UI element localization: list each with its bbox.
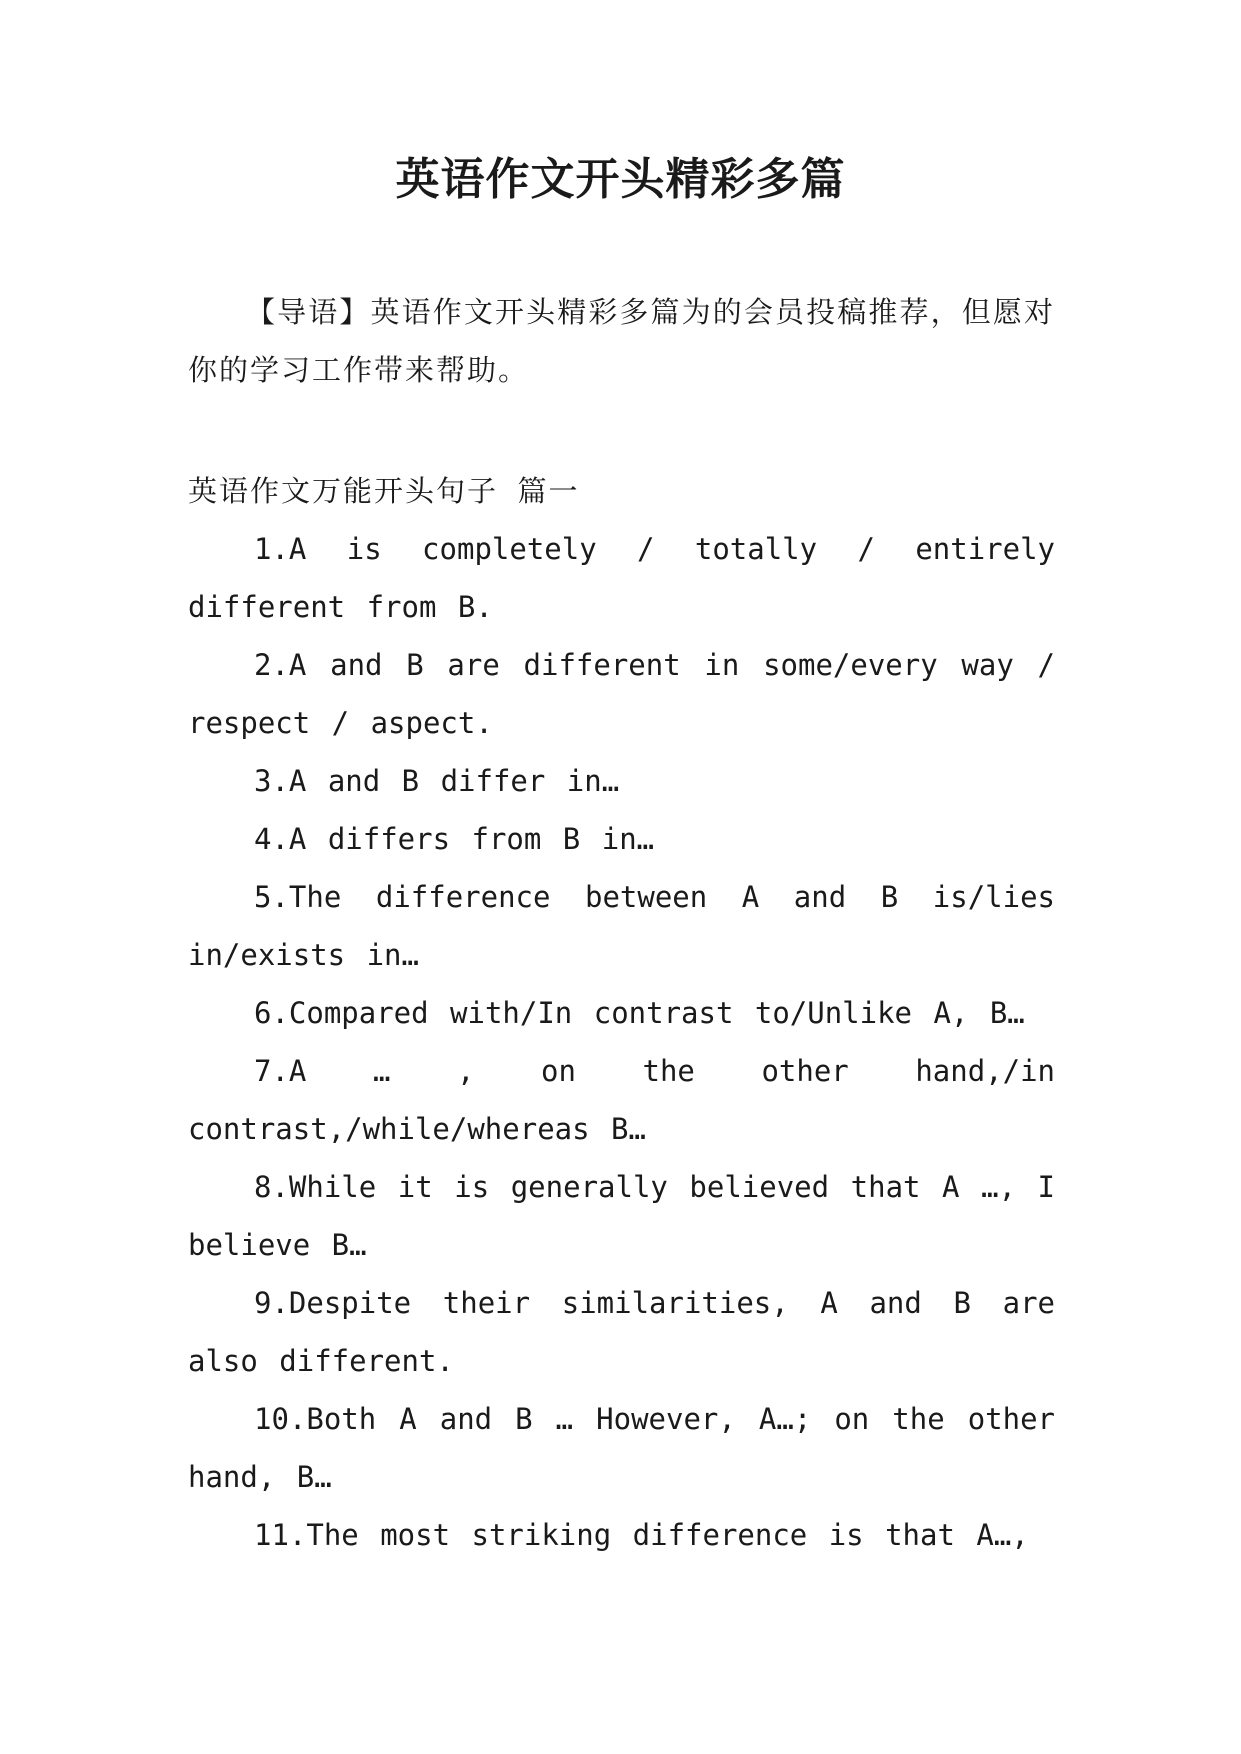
list-item: 8.While it is generally believed that A …, I believe B… (188, 1170, 1055, 1262)
list-item: 3.A and B differ in… (254, 764, 620, 798)
list-item: 7.A … , on the other hand,/in contrast,/while/whereas B… (188, 1054, 1055, 1146)
section-heading: 英语作文万能开头句子 篇一 (188, 474, 580, 508)
list-item: 5.The difference between A and B is/lies in/exists in… (188, 880, 1055, 972)
intro-paragraph: 【导语】英语作文开头精彩多篇为的会员投稿推荐，但愿对你的学习工作带来帮助。 (188, 295, 1055, 387)
list-item: 1.A is completely / totally / entirely different from B. (188, 532, 1055, 624)
phrase-list (188, 520, 1055, 1564)
list-item: 4.A differs from B in… (254, 822, 655, 856)
list-item: 10.Both A and B … However, A…; on the other hand, B… (188, 1402, 1055, 1494)
list-item: 9.Despite their similarities, A and B are also different. (188, 1286, 1055, 1378)
document-title: 英语作文开头精彩多篇 (395, 154, 846, 205)
list-item: 6.Compared with/In contrast to/Unlike A, B… (254, 996, 1025, 1030)
list-item: 2.A and B are different in some/every way / respect / aspect. (188, 648, 1055, 740)
list-item: 11.The most striking difference is that A…, (254, 1518, 1029, 1552)
